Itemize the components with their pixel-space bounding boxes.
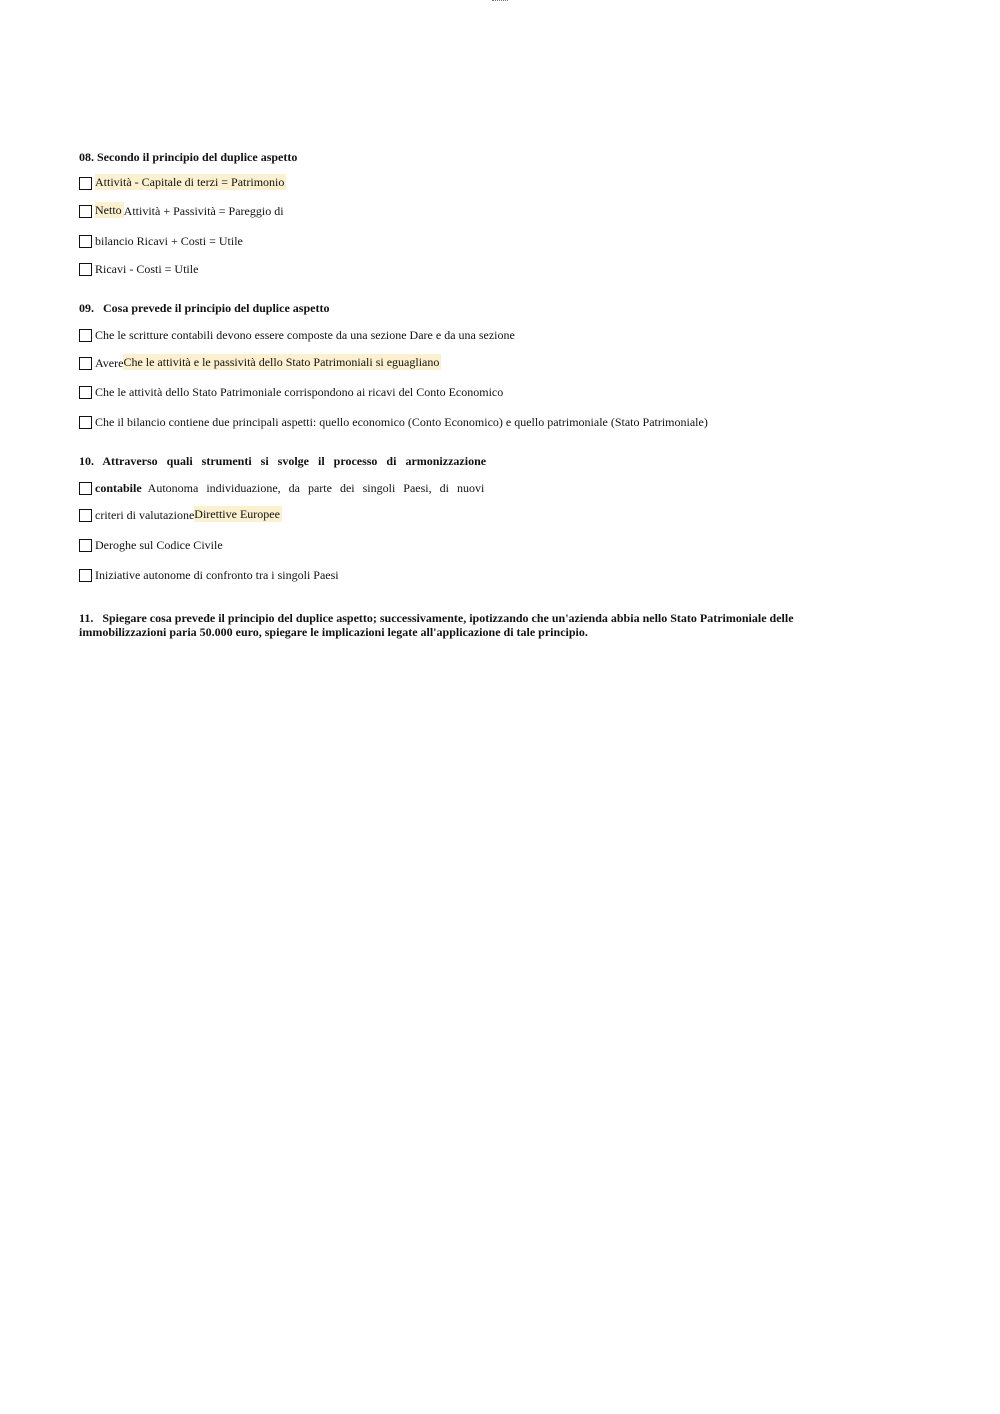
option-text: Avere [95,356,124,370]
question-08-option-2[interactable] [79,202,284,218]
option-text: Attività + Passività = Pareggio di [123,204,284,218]
option-text-highlighted: Direttive Europee [194,507,280,521]
option-text: Iniziative autonome di confronto tra i singoli Paesi [95,568,339,582]
checkbox[interactable] [79,263,92,276]
option-text-highlighted: Netto [95,203,122,217]
checkbox[interactable] [79,569,92,582]
question-11-title: 11. Spiegare cosa prevede il principio del duplice aspetto; successivamente, ipotizzando che un'azienda abbia nello Stato Patrimoniale delle immobilizzazioni paria 50.000 euro, spiegare le implicazioni legate all'applicazione di tale principio. [79,611,797,639]
checkbox[interactable] [79,509,92,522]
checkbox[interactable] [79,329,92,342]
checkbox[interactable] [79,482,92,495]
question-08-option-3[interactable] [79,232,243,248]
question-09-option-2[interactable] [79,354,441,370]
option-text-highlighted: Che le attività e le passività dello Stato Patrimoniali si eguagliano [123,355,440,369]
question-09-option-3[interactable] [79,383,503,399]
checkbox[interactable] [79,357,92,370]
checkbox[interactable] [79,416,92,429]
question-09-option-1[interactable] [79,326,515,342]
question-10-option-2[interactable] [79,506,282,522]
option-text: Che le attività dello Stato Patrimoniale corrispondono ai ricavi del Conto Economico [95,385,504,399]
checkbox[interactable] [79,205,92,218]
question-10-option-1[interactable] [79,479,484,495]
option-text: criteri di valutazione [95,508,195,522]
question-09-title: 09. Cosa prevede il principio del duplice aspetto [79,301,330,315]
question-10-option-4[interactable] [79,566,339,582]
checkbox[interactable] [79,177,92,190]
checkbox[interactable] [79,235,92,248]
page-header-mark [492,0,508,3]
option-text: Autonoma individuazione, da parte dei singoli Paesi, di nuovi [147,481,485,495]
checkbox[interactable] [79,539,92,552]
option-text: Che il bilancio contiene due principali aspetti: quello economico (Conto Economico) e quello patrimoniale (Stato Patrimoniale) [95,415,708,429]
option-text-highlighted: Attività - Capitale di terzi = Patrimonio [95,175,285,189]
question-08-title: 08. Secondo il principio del duplice aspetto [79,150,298,164]
question-08-option-4[interactable] [79,260,198,276]
option-text: Deroghe sul Codice Civile [95,538,223,552]
question-09-option-4[interactable] [79,413,708,429]
option-text: bilancio Ricavi + Costi = Utile [95,234,243,248]
option-text-bold: contabile [95,481,142,495]
question-10-title: 10. Attraverso quali strumenti si svolge il processo di armonizzazione [79,454,487,468]
question-10-option-3[interactable] [79,536,223,552]
checkbox[interactable] [79,386,92,399]
option-text: Ricavi - Costi = Utile [95,262,199,276]
question-08-option-1[interactable] [79,174,286,190]
option-text: Che le scritture contabili devono essere composte da una sezione Dare e da una sezione [95,328,515,342]
